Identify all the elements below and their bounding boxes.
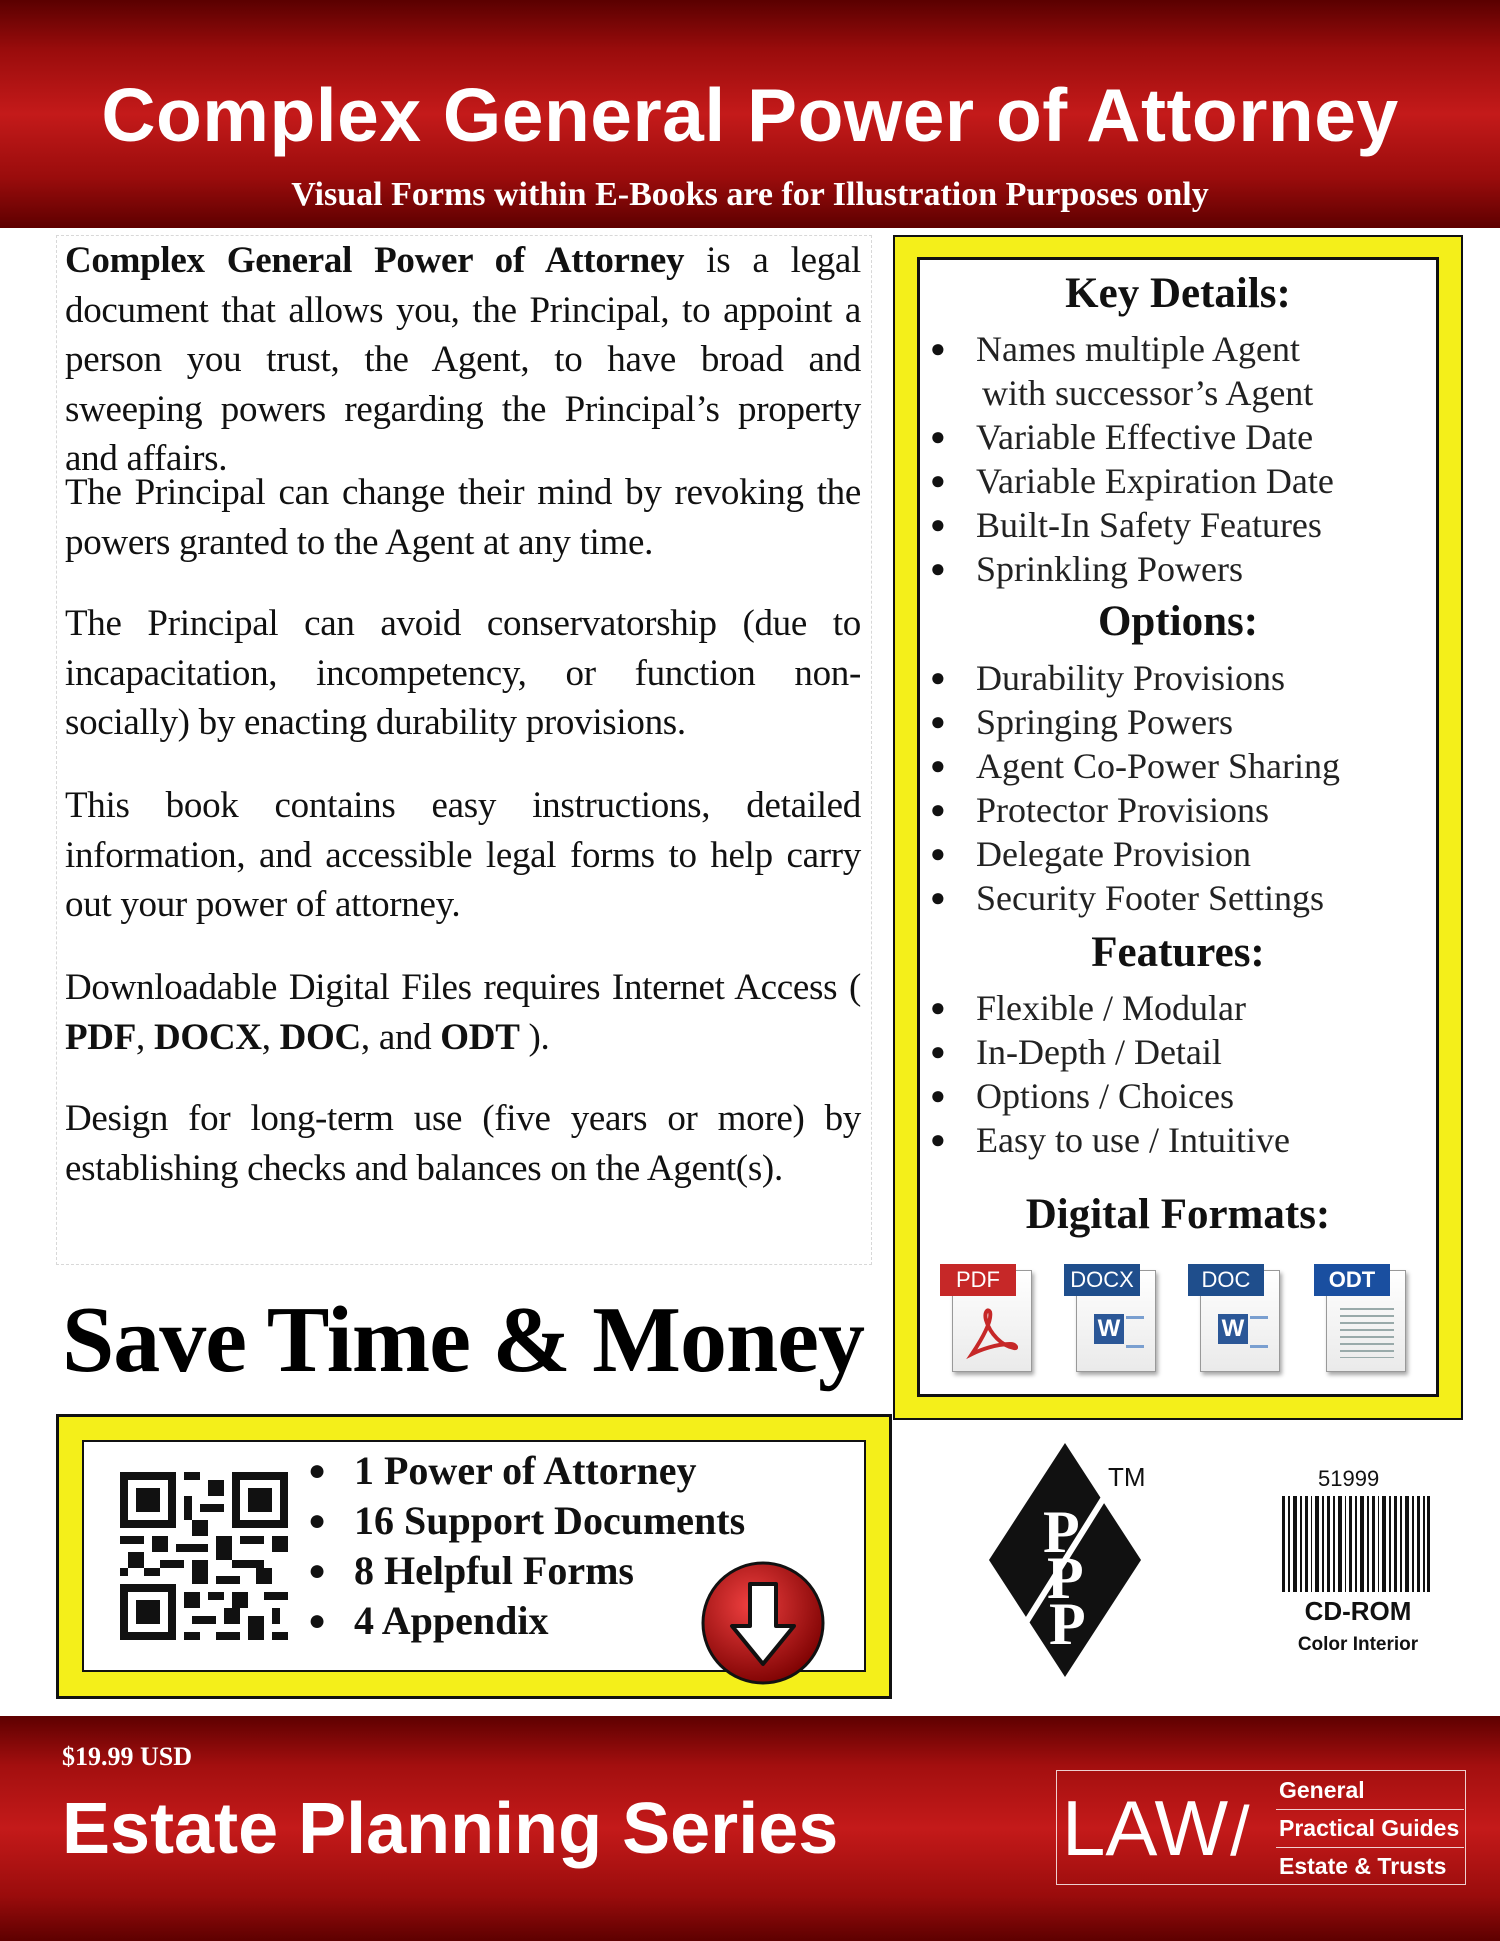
option-item: ● Protector Provisions xyxy=(930,788,1440,832)
description-box xyxy=(56,235,872,1265)
features-heading: Features: xyxy=(1091,929,1265,976)
category-list xyxy=(1276,1772,1464,1885)
interior-type-label: Color Interior xyxy=(1297,1634,1419,1655)
law-label: LAW/ xyxy=(1062,1784,1250,1872)
key-detail-item: ● Sprinkling Powers xyxy=(930,547,1440,591)
series-title: Estate Planning Series xyxy=(62,1789,839,1869)
doc-file-icon: DOC W xyxy=(1188,1264,1280,1374)
pdf-file-icon: PDF xyxy=(940,1264,1032,1374)
key-detail-item: ● Variable Effective Date xyxy=(930,415,1440,459)
svg-text:P: P xyxy=(1043,1499,1080,1565)
svg-text:P: P xyxy=(1049,1591,1086,1657)
text-lines-icon xyxy=(1250,1316,1268,1348)
key-detail-item: ● Variable Expiration Date xyxy=(930,459,1440,503)
word-logo-icon: W xyxy=(1094,1314,1124,1344)
key-detail-item: ● Built-In Safety Features xyxy=(930,503,1440,547)
docx-file-icon: DOCX W xyxy=(1064,1264,1156,1374)
barcode-icon xyxy=(1282,1496,1430,1592)
features-list xyxy=(930,986,1440,1162)
text-lines-icon xyxy=(1126,1316,1144,1348)
description-paragraph-2: The Principal can change their mind by revoking the powers granted to the Agent at any time. xyxy=(65,472,861,563)
feature-item: ● Easy to use / Intuitive xyxy=(930,1118,1440,1162)
law-slash: / xyxy=(1230,1792,1250,1870)
option-item: ● Agent Co-Power Sharing xyxy=(930,744,1440,788)
feature-item: ● Flexible / Modular xyxy=(930,986,1440,1030)
options-heading: Options: xyxy=(1097,598,1259,645)
acrobat-icon xyxy=(966,1306,1018,1362)
option-item: ● Durability Provisions xyxy=(930,656,1440,700)
category-item: Estate & Trusts xyxy=(1279,1853,1447,1879)
contents-item: ● 16 Support Documents xyxy=(308,1496,745,1546)
media-type-label: CD-ROM xyxy=(1304,1596,1412,1626)
description-paragraph-6: Design for long-term use (five years or more) by establishing checks and balances on the Agent(s). xyxy=(65,1098,861,1189)
price-label: $19.99 USD xyxy=(62,1742,193,1771)
description-paragraph-4: This book contains easy instructions, detailed information, and accessible legal forms to help carry out your power of attorney. xyxy=(65,785,861,925)
slogan-heading: Save Time & Money xyxy=(62,1288,864,1392)
option-item: ● Delegate Provision xyxy=(930,832,1440,876)
document-lines-icon xyxy=(1340,1308,1394,1358)
contents-item: ● 4 Appendix xyxy=(308,1596,745,1646)
description-paragraph-5: Downloadable Digital Files requires Internet Access ( PDF, DOCX, DOC, and ODT ). xyxy=(65,967,861,1058)
feature-item: ● Options / Choices xyxy=(930,1074,1440,1118)
description-title-bold: Complex General Power of Attorney xyxy=(65,240,685,281)
digital-formats-heading: Digital Formats: xyxy=(1025,1191,1331,1238)
word-logo-icon: W xyxy=(1218,1314,1248,1344)
key-details-heading: Key Details: xyxy=(1065,270,1291,317)
trademark-mark: TM xyxy=(1108,1462,1146,1492)
key-details-list xyxy=(930,327,1440,591)
book-subtitle: Visual Forms within E-Books are for Illustration Purposes only xyxy=(291,176,1209,213)
qr-code-icon xyxy=(120,1472,288,1640)
download-arrow-icon xyxy=(700,1560,826,1686)
feature-item: ● In-Depth / Detail xyxy=(930,1030,1440,1074)
description-paragraph-3: The Principal can avoid conservatorship (due to incapacitation, incompetency, or function non-socially) by enacting durability provisions. xyxy=(65,603,861,743)
description-paragraph-1: Complex General Power of Attorney is a legal document that allows you, the Principal, to appoint a person you trust, the Agent, to have broad and sweeping powers regarding the Principal’s property and affairs. xyxy=(65,240,861,479)
category-item: General xyxy=(1276,1772,1464,1810)
key-detail-item: ● Names multiple Agent with successor’s Agent xyxy=(930,327,1440,415)
svg-text:P: P xyxy=(1047,1545,1084,1611)
category-item: Practical Guides xyxy=(1276,1810,1464,1848)
contents-item: ● 1 Power of Attorney xyxy=(308,1446,745,1496)
book-title: Complex General Power of Attorney xyxy=(101,73,1399,157)
options-list xyxy=(930,656,1440,920)
barcode-number: 51999 xyxy=(1318,1466,1380,1491)
option-item: ● Springing Powers xyxy=(930,700,1440,744)
odt-file-icon: ODT xyxy=(1314,1264,1406,1374)
option-item: ● Security Footer Settings xyxy=(930,876,1440,920)
contents-list xyxy=(308,1446,745,1646)
contents-item: ● 8 Helpful Forms xyxy=(308,1546,745,1596)
